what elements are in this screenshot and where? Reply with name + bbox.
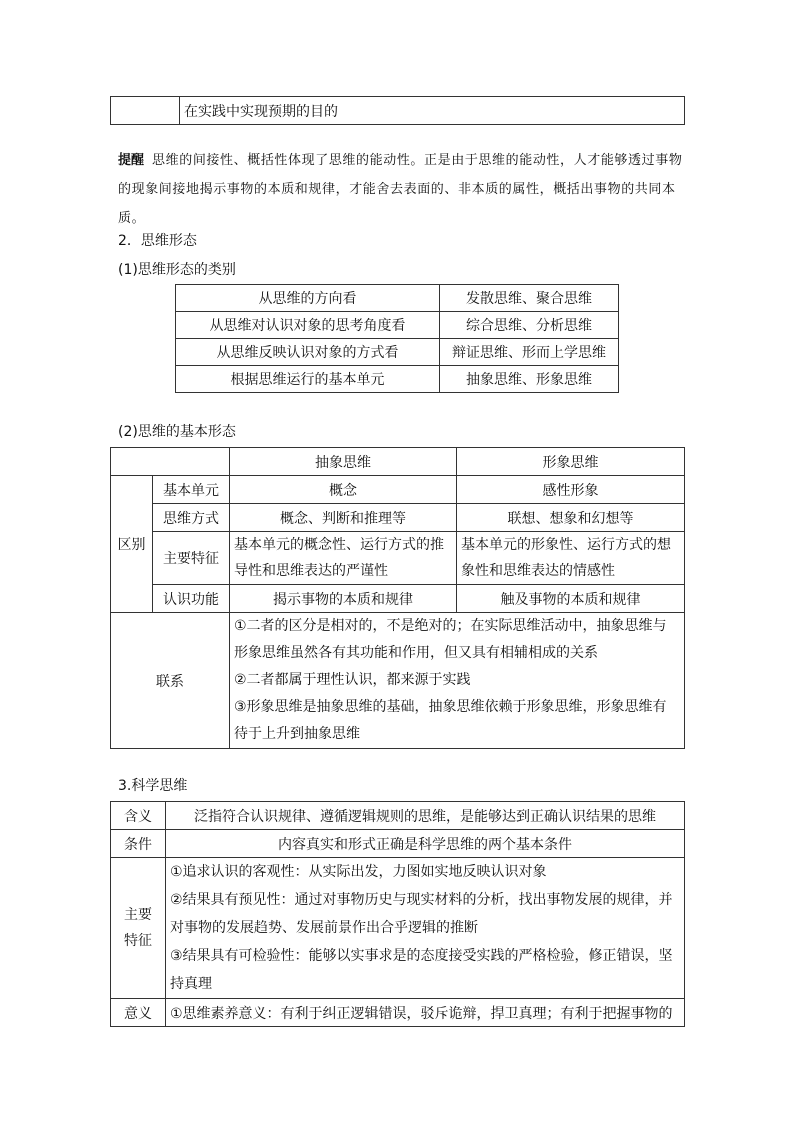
- features-label-text: 主要特征: [124, 907, 152, 949]
- section2-sub2: (2)思维的基本形态: [118, 424, 236, 440]
- row-label: 基本单元: [153, 476, 230, 504]
- image-cell: 感性形象: [457, 476, 685, 504]
- table-row: [111, 830, 685, 858]
- table-row: [111, 532, 685, 585]
- link-line: ①二者的区分是相对的，不是绝对的；在实际思维活动中，抽象思维与形象思维虽然各有其功能和作用，但又具有相辅相成的关系: [234, 618, 667, 661]
- top-table-right-cell: 在实践中实现预期的目的: [180, 97, 685, 125]
- difference-label: 区别: [111, 476, 153, 613]
- section2-title: 2．思维形态: [118, 233, 197, 249]
- category-basis: 从思维的方向看: [176, 285, 440, 312]
- tip-text: 思维的间接性、概括性体现了思维的能动性。正是由于思维的能动性，人才能够透过事物的现象间接地揭示事物的本质和规律，才能舍去表面的、非本质的属性，概括出事物的共同本质。: [118, 153, 683, 226]
- category-types: 抽象思维、形象思维: [440, 366, 619, 393]
- section2-sub1: (1)思维形态的类别: [118, 262, 236, 278]
- basic-forms-table: [110, 447, 685, 749]
- row-label: 主要特征: [153, 532, 230, 585]
- category-types: 发散思维、聚合思维: [440, 285, 619, 312]
- image-cell: 联想、想象和幻想等: [457, 504, 685, 532]
- tip-head: 提醒: [118, 153, 145, 168]
- abstract-cell: 揭示事物的本质和规律: [230, 585, 457, 613]
- thinking-categories-table: [175, 284, 619, 393]
- meaning-label: 含义: [111, 802, 166, 830]
- category-types: 综合思维、分析思维: [440, 312, 619, 339]
- features-content: [166, 858, 685, 999]
- scientific-thinking-table: [110, 801, 685, 1027]
- category-basis: 从思维反映认识对象的方式看: [176, 339, 440, 366]
- top-table-left-cell: [111, 97, 180, 125]
- meaning-text: 泛指符合认识规律、遵循逻辑规则的思维，是能够达到正确认识结果的思维: [166, 802, 685, 830]
- table-row: [176, 312, 619, 339]
- table-row: [111, 504, 685, 532]
- table-row: [111, 858, 685, 999]
- feature-line: ③结果具有可检验性：能够以实事求是的态度接受实践的严格检验，修正错误，坚持真理: [170, 948, 673, 992]
- table-row: [176, 366, 619, 393]
- row-label: 认识功能: [153, 585, 230, 613]
- image-cell: 触及事物的本质和规律: [457, 585, 685, 613]
- row-label: 思维方式: [153, 504, 230, 532]
- header-abstract: 抽象思维: [230, 448, 457, 476]
- significance-label: 意义: [111, 999, 166, 1027]
- category-basis: 根据思维运行的基本单元: [176, 366, 440, 393]
- features-label: [111, 858, 166, 999]
- image-cell: 基本单元的形象性、运行方式的想象性和思维表达的情感性: [457, 532, 685, 585]
- header-image: 形象思维: [457, 448, 685, 476]
- link-line: ③形象思维是抽象思维的基础，抽象思维依赖于形象思维，形象思维有待于上升到抽象思维: [234, 699, 667, 742]
- feature-line: ①追求认识的客观性：从实际出发，力图如实地反映认识对象: [170, 864, 547, 880]
- link-content: [230, 613, 685, 749]
- category-types: 辩证思维、形而上学思维: [440, 339, 619, 366]
- header-empty-cell: [111, 448, 230, 476]
- abstract-cell: 概念: [230, 476, 457, 504]
- abstract-cell: 概念、判断和推理等: [230, 504, 457, 532]
- significance-text: ①思维素养意义：有利于纠正逻辑错误，驳斥诡辩，捍卫真理；有利于把握事物的: [166, 999, 685, 1027]
- link-line: ②二者都属于理性认识，都来源于实践: [234, 672, 471, 688]
- link-label: 联系: [111, 613, 230, 749]
- table-row: [111, 448, 685, 476]
- tip-paragraph: [118, 146, 688, 233]
- table-row: [111, 585, 685, 613]
- top-table-fragment: [110, 96, 685, 125]
- table-row: [111, 802, 685, 830]
- table-row: [176, 285, 619, 312]
- category-basis: 从思维对认识对象的思考角度看: [176, 312, 440, 339]
- table-row: [111, 476, 685, 504]
- feature-line: ②结果具有预见性：通过对事物历史与现实材料的分析，找出事物发展的规律，并对事物的发展趋势、发展前景作出合乎逻辑的推断: [170, 892, 673, 936]
- condition-label: 条件: [111, 830, 166, 858]
- condition-text: 内容真实和形式正确是科学思维的两个基本条件: [166, 830, 685, 858]
- table-row: [111, 999, 685, 1027]
- section3-title: 3.科学思维: [118, 778, 188, 794]
- abstract-cell: 基本单元的概念性、运行方式的推导性和思维表达的严谨性: [230, 532, 457, 585]
- table-row: [111, 613, 685, 749]
- table-row: [176, 339, 619, 366]
